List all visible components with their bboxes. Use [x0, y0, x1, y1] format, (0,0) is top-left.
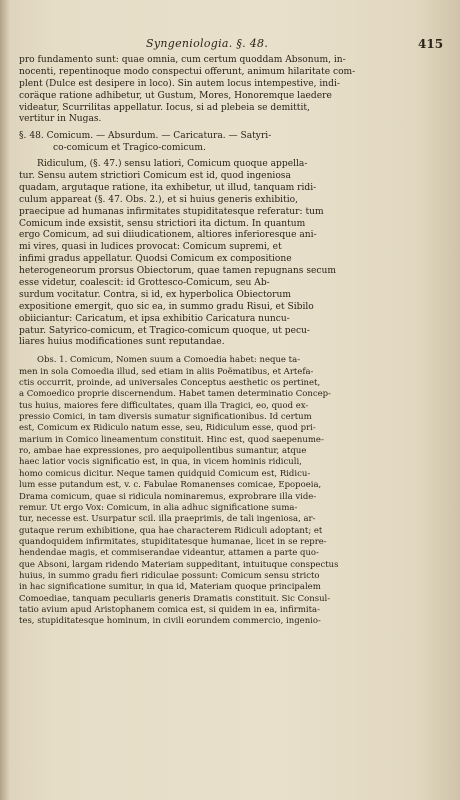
text-line: lum esse putandum est, v. c. Fabulae Romanenses comicae, Epopoeia, [19, 480, 322, 491]
text-line: Comicum inde exsistit, sensu strictiori ita dictum. In quantum [19, 218, 306, 229]
text-line: obiiciantur: Caricatum, et ipsa exhibitio Caricatura nuncu- [19, 313, 290, 324]
text-line: huius, in summo gradu fieri ridiculae possunt: Comicum sensu stricto [19, 570, 320, 581]
page-header [0, 37, 460, 53]
text-line: a Comoedico proprie discernendum. Habet tamen determinatio Concep- [19, 389, 331, 400]
text-line: remur. Ut ergo Vox: Comicum, in alia adhuc significatione suma- [19, 502, 298, 513]
text-line: Obs. 1. Comicum, Nomen suum a Comoedia habet: neque ta- [37, 355, 301, 366]
text-line: pressio Comici, in tam diversis sumatur significationibus. Id certum [19, 412, 312, 423]
page-number: 415 [418, 37, 444, 51]
text-line: gutaque rerum exhibitione, qua hae characterem Ridiculi adoptant; et [19, 525, 323, 536]
text-line: plent (Dulce est desipere in loco). Sin autem locus intempestive, indi- [19, 78, 340, 89]
text-line: in hac significatione sumitur, in qua id, Materiam quoque principalem [19, 582, 321, 593]
text-line: liares huius modificationes sunt reputandae. [19, 337, 225, 348]
text-line: surdum vocitatur. Contra, si id, ex hyperbolica Obiectorum [19, 289, 291, 300]
text-line: mi vires, quasi in ludices provocat: Comicum supremi, et [19, 242, 282, 253]
text-line: Comoediae, tanquam peculiaris generis Dramatis constituit. Sic Consul- [19, 593, 331, 604]
gutter-shadow [0, 0, 10, 800]
text-line: est, Comicum ex Ridiculo natum esse, seu, Ridiculum esse, quod pri- [19, 423, 316, 434]
text-line: tur, necesse est. Usurpatur scil. illa praeprimis, de tali ingeniosa, ar- [19, 514, 316, 525]
text-block [19, 55, 433, 628]
text-line: vertitur in Nugas. [19, 114, 102, 125]
text-line: pro fundamento sunt: quae omnia, cum certum quoddam Absonum, in- [19, 55, 346, 65]
text-line: tur. Sensu autem strictiori Comicum est id, quod ingeniosa [19, 171, 291, 182]
text-line: hendendae magis, et commiserandae videantur, attamen a parte quo- [19, 548, 319, 559]
text-line: heterogeneorum prorsus Obiectorum, quae tamen repugnans secum [19, 266, 336, 277]
text-line: ro, ambae hae expressiones, pro aequipollentibus sumantur, atque [19, 446, 307, 457]
text-line: esse videtur, coalescit: id Grottesco-Comicum, seu Ab- [19, 278, 270, 289]
spacer [19, 126, 433, 130]
text-line: videatur, Scurrilitas appellatur. Iocus, si ad plebeia se demittit, [19, 102, 310, 113]
text-line: corâque ratione adhibetur, ut Gustum, Mores, Honoremque laedere [19, 90, 332, 101]
text-line: Drama comicum, quae si ridicula nominaremus, exprobrare illa vide- [19, 491, 317, 502]
text-line: ctis occurrit, proinde, ad universales Conceptus aesthetic os pertinet, [19, 378, 321, 389]
text-line: tatio avium apud Aristophanem comica est, si quidem in ea, infirmita- [19, 604, 320, 615]
text-line: que Absoni, largam ridendo Materiam suppeditant, intuituque conspectus [19, 559, 339, 570]
text-line: men in sola Comoedia illud, sed etiam in aliis Poëmatibus, et Artefa- [19, 366, 314, 377]
text-line: patur. Satyrico-comicum, et Tragico-comicum quoque, ut pecu- [19, 325, 310, 336]
paragraph-continuation [19, 55, 433, 126]
text-line: quadam, argutaque ratione, ita exhibetur, ut illud, tanquam ridi- [19, 182, 317, 193]
text-line: nocenti, repentinoque modo conspectui offerunt, animum hilaritate com- [19, 66, 356, 77]
text-line: quandoquidem infirmitates, stupiditatesque humanae, licet in se repre- [19, 536, 327, 547]
text-line: haec latior vocis significatio est, in qua, in vicem hominis ridiculi, [19, 457, 302, 468]
heading-line: §. 48. Comicum. — Absurdum. — Caricatura. — Satyri- [19, 131, 272, 142]
text-line: homo comicus dicitur. Neque tamen quidquid Comicum est, Ridicu- [19, 468, 311, 479]
text-line: infimi gradus appellatur. Quodsi Comicum ex compositione [19, 254, 292, 265]
text-line: ergo Comicum, ad sui diiudicationem, altiores inferioresque ani- [19, 230, 317, 241]
text-line: tes, stupiditatesque hominum, in civili eorundem commercio, ingenio- [19, 616, 321, 627]
text-line: culum appareat (§. 47. Obs. 2.), et si huius generis exhibitio, [19, 194, 298, 205]
observation-paragraph [19, 355, 433, 627]
text-line: tus huius, maiores fere difficultates, quam illa Tragici, eo, quod ex- [19, 400, 309, 411]
text-line: marium in Comico lineamentum constituit. Hinc est, quod saepenume- [19, 434, 324, 445]
text-line: Ridiculum, (§. 47.) sensu latiori, Comicum quoque appella- [37, 159, 308, 170]
main-paragraph [19, 159, 433, 349]
section-heading [19, 131, 433, 155]
heading-line: co-comicum et Tragico-comicum. [53, 143, 206, 154]
text-line: praecipue ad humanas infirmitates stupiditatesque referatur: tum [19, 206, 324, 217]
running-title: Syngeniologia. §. 48. [146, 37, 269, 50]
text-line: expositione emergit, quo sic ea, in summo gradu Risui, et Sibilo [19, 301, 314, 312]
